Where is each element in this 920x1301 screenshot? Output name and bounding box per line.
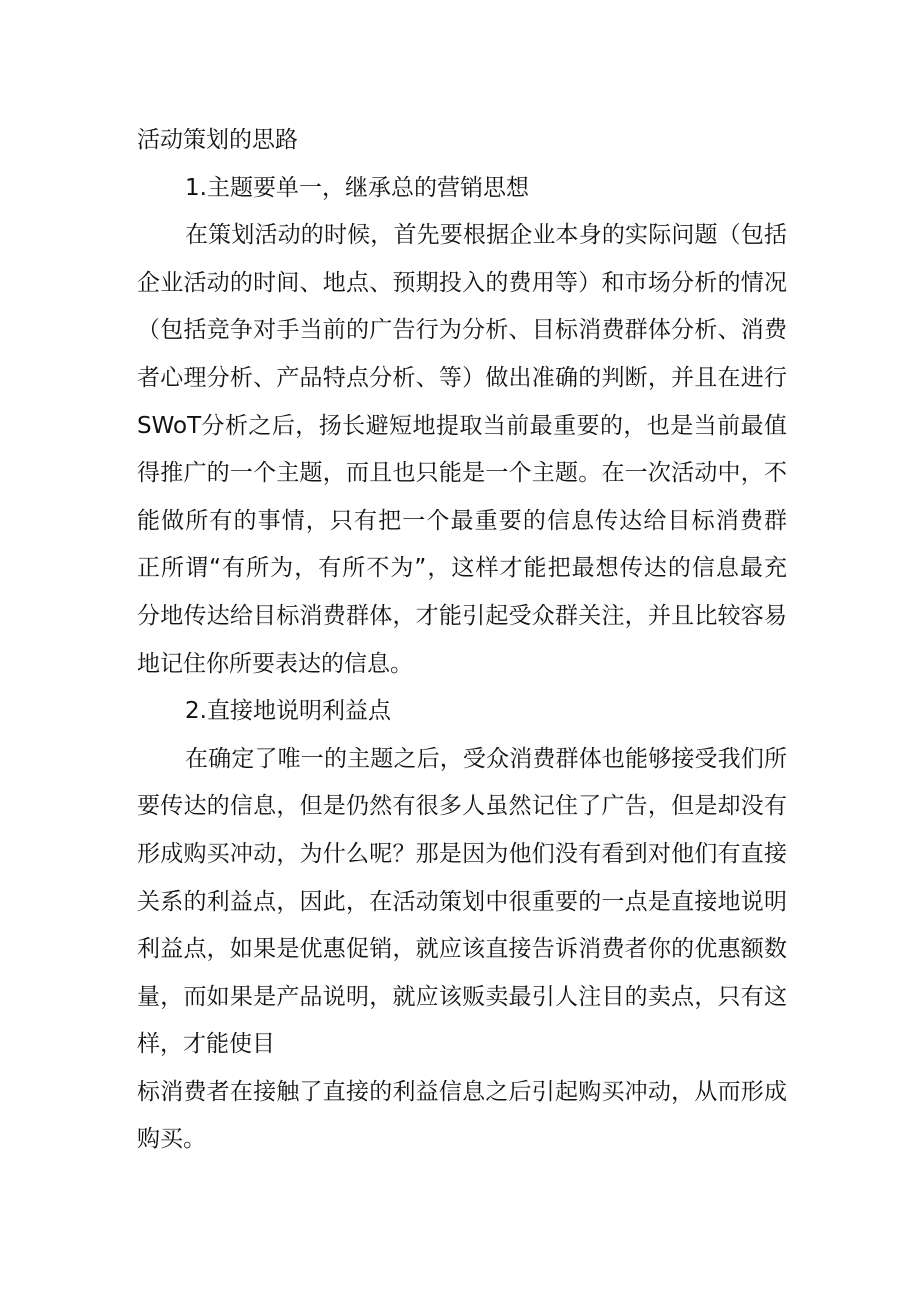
paragraph-line: 要传达的信息，但是仍然有很多人虽然记住了广告，但是却没有 [137,793,787,820]
paragraph-line: （包括竞争对手当前的广告行为分析、目标消费群体分析、消费 [137,317,787,344]
section-heading-1: 1.主题要单一，继承总的营销思想 [185,174,529,201]
document-body [137,117,787,1164]
paragraph-line: 量，而如果是产品说明，就应该贩卖最引人注目的卖点，只有这 [137,983,787,1010]
paragraph-line: 关系的利益点，因此，在活动策划中很重要的一点是直接地说明 [137,888,787,915]
paragraph-line: 在策划活动的时候，首先要根据企业本身的实际问题（包括 [185,222,787,249]
paragraph-line: 者心理分析、产品特点分析、等）做出准确的判断，并且在进行 [137,364,787,391]
paragraph-line: SWoT分析之后，扬长避短地提取当前最重要的，也是当前最值 [137,412,787,439]
paragraph-line: 标消费者在接触了直接的利益信息之后引起购买冲动，从而形成 [137,1078,787,1105]
paragraph-line: 在确定了唯一的主题之后，受众消费群体也能够接受我们所 [185,745,787,772]
paragraph-line: 形成购买冲动，为什么呢？那是因为他们没有看到对他们有直接 [137,840,787,867]
paragraph-line: 能做所有的事情，只有把一个最重要的信息传达给目标消费群 [137,507,787,534]
document-title: 活动策划的思路 [137,127,298,153]
paragraph-line: 得推广的一个主题，而且也只能是一个主题。在一次活动中，不 [137,460,787,487]
paragraph-line: 利益点，如果是优惠促销，就应该直接告诉消费者你的优惠额数 [137,936,787,963]
section-heading-2: 2.直接地说明利益点 [185,698,391,725]
paragraph-line: 正所谓“有所为，有所不为”，这样才能把最想传达的信息最充 [137,555,787,582]
paragraph-line: 样，才能使目 [137,1031,275,1058]
paragraph-line: 地记住你所要表达的信息。 [137,650,413,677]
paragraph-line: 企业活动的时间、地点、预期投入的费用等）和市场分析的情况 [137,269,787,296]
paragraph-line: 购买。 [137,1126,206,1153]
paragraph-line: 分地传达给目标消费群体，才能引起受众群关注，并且比较容易 [137,602,787,629]
